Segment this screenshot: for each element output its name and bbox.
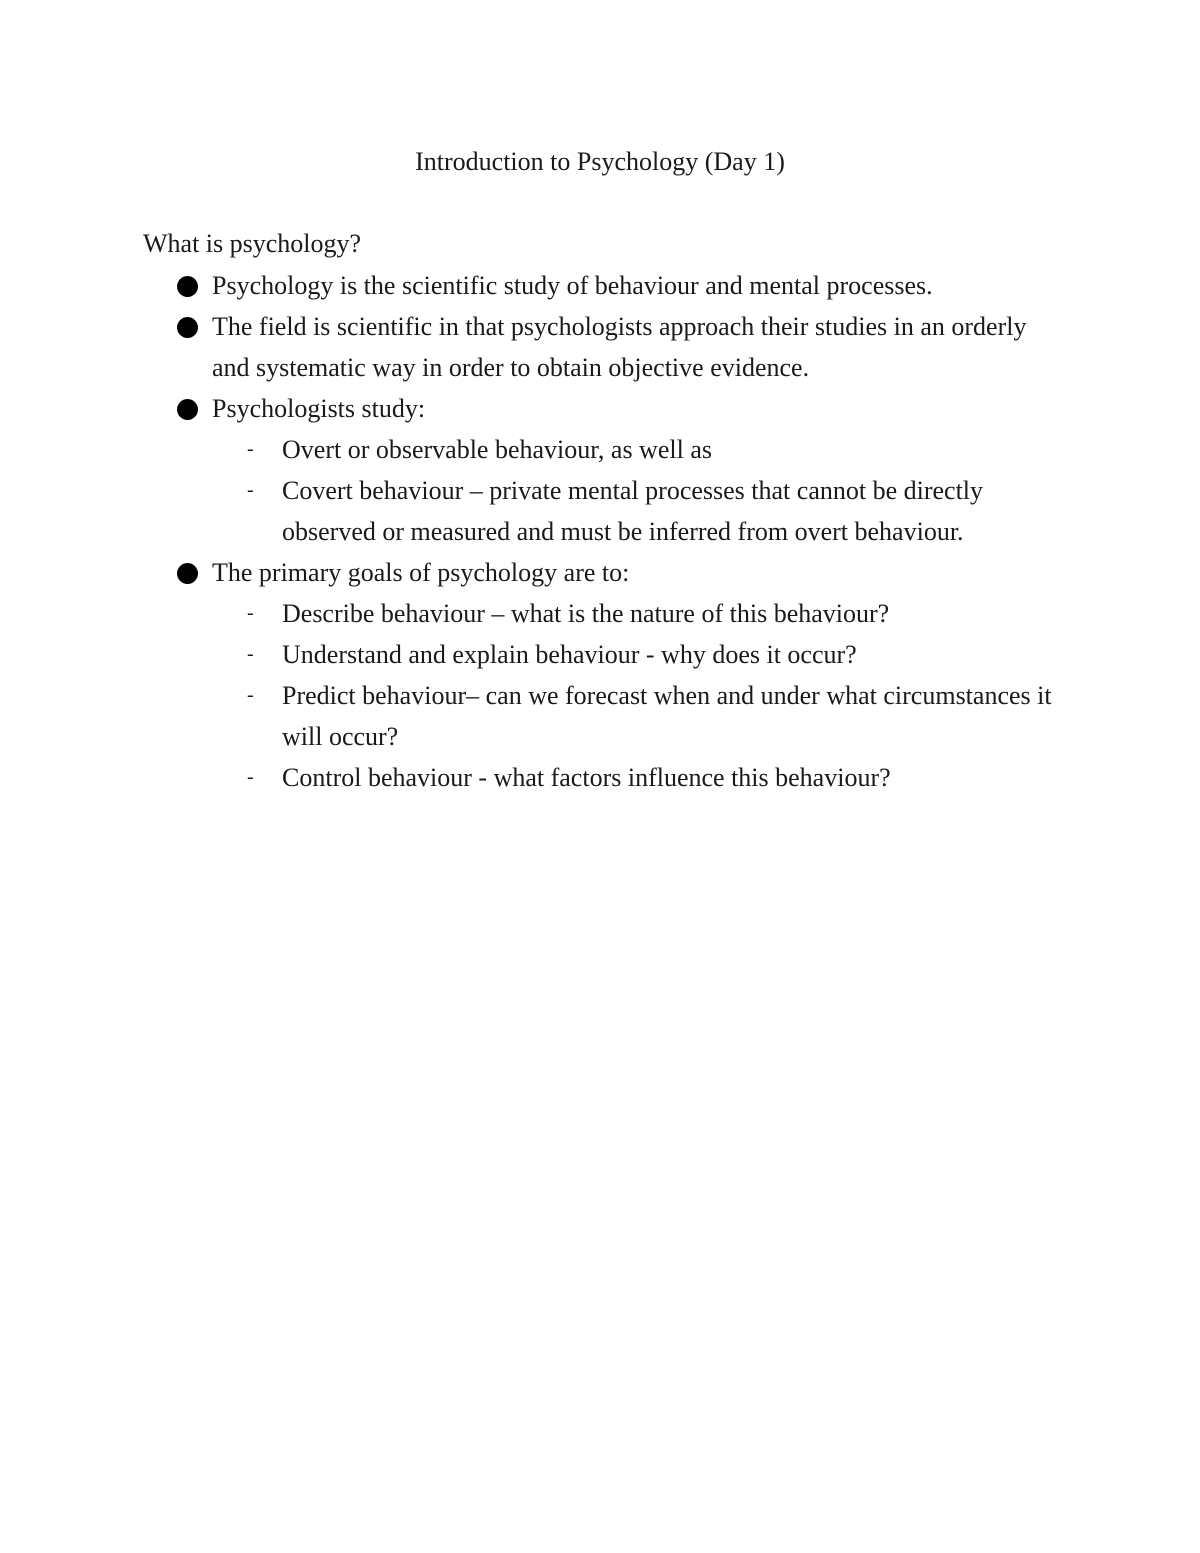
dash-marker: - [247, 684, 254, 706]
bullet-icon [177, 563, 198, 584]
list-item [0, 388, 1062, 552]
list-item [0, 265, 1062, 306]
bullet-list [0, 265, 1200, 798]
list-item [0, 306, 1062, 388]
list-item-text: The field is scientific in that psychologists approach their studies in an orderly and systematic way in order to obtain objective evidence. [212, 312, 1027, 382]
dash-marker: - [247, 766, 254, 788]
section-heading: What is psychology? [143, 229, 362, 258]
page-title: Introduction to Psychology (Day 1) [415, 147, 785, 176]
sub-list-item-text: Predict behaviour– can we forecast when and under what circumstances it will occur? [282, 681, 1052, 751]
sub-list-item-text: Covert behaviour – private mental processes that cannot be directly observed or measured and must be inferred from overt behaviour. [282, 476, 984, 546]
sub-list [212, 429, 1062, 552]
sub-list-item-text: Overt or observable behaviour, as well as [282, 435, 712, 464]
list-item-text: The primary goals of psychology are to: [212, 558, 630, 587]
list-item-text: Psychologists study: [212, 394, 426, 423]
list-item-text: Psychology is the scientific study of behaviour and mental processes. [212, 271, 933, 300]
sub-list-item-text: Control behaviour - what factors influence this behaviour? [282, 763, 891, 792]
dash-marker: - [247, 438, 254, 460]
sub-list-item-text: Understand and explain behaviour - why does it occur? [282, 640, 857, 669]
bullet-icon [177, 276, 198, 297]
sub-list-item [212, 429, 1072, 470]
sub-list-item [212, 757, 1072, 798]
sub-list-item-text: Describe behaviour – what is the nature of this behaviour? [282, 599, 890, 628]
bullet-icon [177, 399, 198, 420]
dash-marker: - [247, 643, 254, 665]
dash-marker: - [247, 479, 254, 501]
list-item [0, 552, 1062, 798]
sub-list-item [212, 675, 1072, 757]
sub-list [212, 593, 1062, 798]
bullet-icon [177, 317, 198, 338]
sub-list-item [212, 634, 1072, 675]
sub-list-item [212, 470, 1072, 552]
dash-marker: - [247, 602, 254, 624]
sub-list-item [212, 593, 1072, 634]
